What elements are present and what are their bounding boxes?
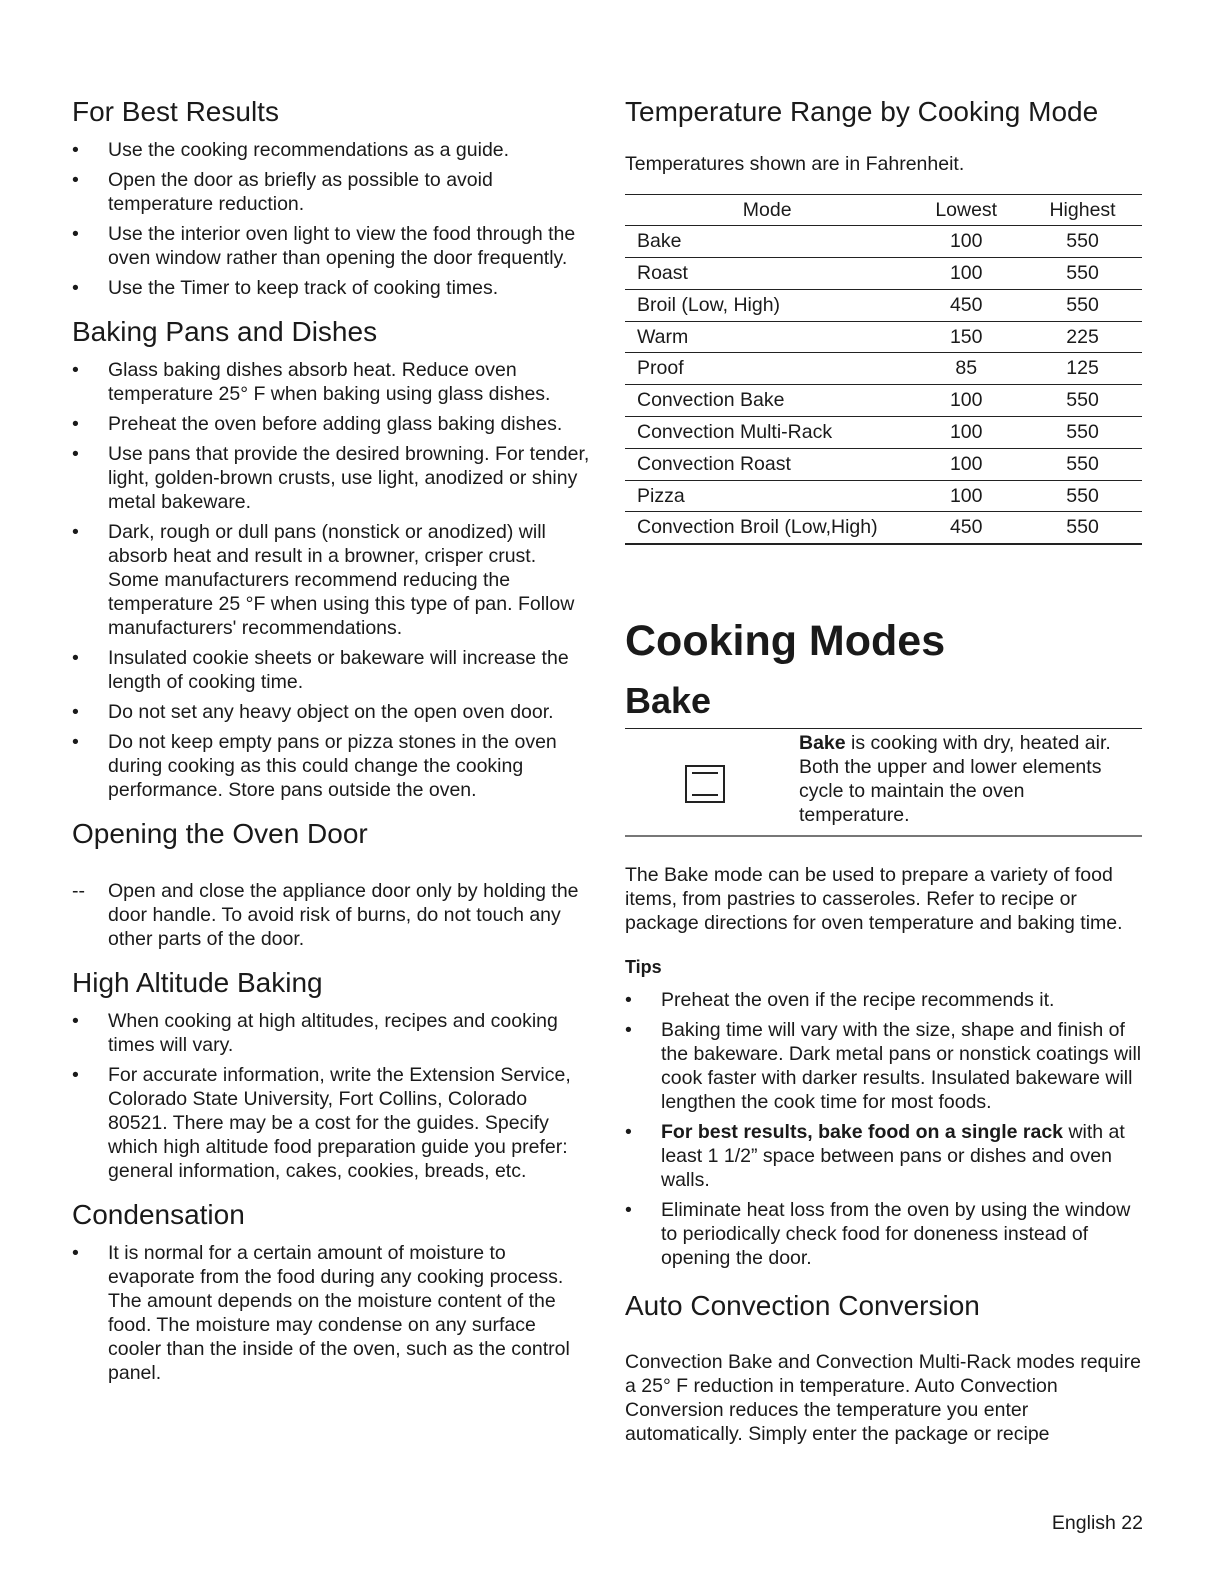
tip-text: Eliminate heat loss from the oven by using the window to periodically check food for doneness instead of opening the door.	[661, 1199, 1131, 1270]
list-item-text: Use the Timer to keep track of cooking times.	[108, 277, 499, 300]
cooking-modes-heading: Cooking Modes	[625, 617, 946, 666]
list-item	[625, 1198, 1145, 1270]
list-item	[72, 442, 592, 514]
list-item	[72, 700, 592, 724]
best-results-list	[72, 138, 592, 300]
cell-mode: Broil (Low, High)	[625, 289, 909, 321]
bake-heading: Bake	[625, 679, 712, 721]
cell-mode: Warm	[625, 321, 909, 353]
bullet-marker: •	[72, 1063, 79, 1086]
list-item-text: Do not set any heavy object on the open oven door.	[108, 701, 554, 724]
bullet-marker: •	[72, 701, 79, 724]
bullet-marker: •	[72, 731, 79, 754]
cell-lowest: 150	[909, 321, 1023, 353]
cell-mode: Convection Roast	[625, 448, 909, 480]
list-item-text: Dark, rough or dull pans (nonstick or anodized) will absorb heat and result in a browner, crisper crust. Some manufacturers recommend reducing the temperature 25 °F when using this type of pan. Follow manufacturers' recommendations.	[108, 521, 575, 640]
table-row	[625, 416, 1142, 448]
bullet-marker: •	[72, 521, 79, 544]
list-item-text: Use pans that provide the desired browning. For tender, light, golden-brown crusts, use light, anodized or shiny metal bakeware.	[108, 443, 590, 514]
cell-lowest: 100	[909, 448, 1023, 480]
cell-highest: 125	[1023, 353, 1142, 385]
tip-text: with at least 1 1/2” space between pans or dishes and oven walls.	[661, 1121, 1125, 1192]
list-item	[72, 520, 592, 640]
list-item	[72, 276, 592, 300]
condensation-list	[72, 1241, 592, 1385]
tip-bold-text: For best results, bake food on a single rack	[661, 1121, 1064, 1144]
cell-mode: Convection Bake	[625, 385, 909, 417]
list-item	[72, 358, 592, 406]
list-item-text: Use the interior oven light to view the food through the oven window rather than opening the door frequently.	[108, 223, 576, 270]
cell-mode: Proof	[625, 353, 909, 385]
list-item	[72, 879, 592, 951]
table-row	[625, 226, 1142, 258]
cell-highest: 550	[1023, 385, 1142, 417]
oven-door-section	[72, 818, 592, 950]
list-item	[72, 1009, 592, 1057]
header-mode: Mode	[625, 195, 909, 226]
best-results-section	[72, 96, 592, 300]
list-item-text: Open the door as briefly as possible to avoid temperature reduction.	[108, 169, 493, 216]
cell-lowest: 100	[909, 257, 1023, 289]
temp-range-note: Temperatures shown are in Fahrenheit.	[625, 153, 965, 176]
bullet-marker: --	[72, 879, 85, 902]
tip-text: Baking time will vary with the size, shape and finish of the bakeware. Dark metal pans or nonstick coatings will cook faster with darker results. Insulated bakeware will lengthen the cook time for most foods.	[661, 1019, 1142, 1114]
list-item-text: When cooking at high altitudes, recipes and cooking times will vary.	[108, 1009, 558, 1056]
bullet-marker: •	[72, 1241, 79, 1264]
bullet-marker: •	[625, 1199, 632, 1222]
bullet-marker: •	[72, 1009, 79, 1032]
cell-highest: 225	[1023, 321, 1142, 353]
temp-range-section	[625, 96, 1145, 545]
list-item	[72, 1241, 592, 1385]
baking-pans-list	[72, 358, 592, 802]
table-row	[625, 321, 1142, 353]
list-item	[625, 988, 1145, 1012]
bullet-marker: •	[72, 169, 79, 192]
baking-pans-heading: Baking Pans and Dishes	[72, 316, 378, 348]
tips-list	[625, 988, 1145, 1270]
cell-mode: Pizza	[625, 480, 909, 512]
cell-lowest: 100	[909, 480, 1023, 512]
cell-highest: 550	[1023, 512, 1142, 544]
table-row	[625, 289, 1142, 321]
bullet-marker: •	[72, 413, 79, 436]
temp-range-table-body	[625, 226, 1142, 544]
auto-convection-section	[625, 1290, 1145, 1446]
cell-highest: 550	[1023, 448, 1142, 480]
bullet-marker: •	[72, 647, 79, 670]
bullet-marker: •	[625, 1019, 632, 1042]
table-row	[625, 257, 1142, 289]
cell-lowest: 450	[909, 289, 1023, 321]
list-item-text: For accurate information, write the Extension Service, Colorado State University, Fort Collins, Colorado 80521. There may be a cost for the guides. Specify which high altitude food preparation guide you prefer: general information, cakes, cookies, breads, etc.	[108, 1063, 571, 1182]
list-item	[72, 412, 592, 436]
list-item-text: Open and close the appliance door only by holding the door handle. To avoid risk of burns, do not touch any other parts of the door.	[108, 879, 579, 950]
tips-heading: Tips	[625, 957, 662, 978]
table-row	[625, 448, 1142, 480]
bake-mode-box	[625, 728, 1142, 837]
cell-highest: 550	[1023, 289, 1142, 321]
oven-door-list	[72, 879, 592, 951]
list-item-text: Insulated cookie sheets or bakeware will increase the length of cooking time.	[108, 647, 569, 694]
cell-lowest: 100	[909, 385, 1023, 417]
list-item	[72, 730, 592, 802]
header-lowest: Lowest	[909, 195, 1023, 226]
left-column	[72, 96, 592, 1401]
bullet-marker: •	[72, 359, 79, 382]
list-item-text: Use the cooking recommendations as a guide.	[108, 139, 510, 162]
bake-intro: The Bake mode can be used to prepare a variety of food items, from pastries to casseroles. Refer to recipe or package directions for oven temperature and baking time.	[625, 864, 1123, 935]
list-item	[625, 1120, 1145, 1192]
high-altitude-heading: High Altitude Baking	[72, 966, 323, 998]
cell-lowest: 100	[909, 416, 1023, 448]
temp-range-table	[625, 194, 1142, 545]
cell-lowest: 100	[909, 226, 1023, 258]
cell-highest: 550	[1023, 480, 1142, 512]
bullet-marker: •	[72, 223, 79, 246]
list-item	[72, 1063, 592, 1183]
cell-lowest: 85	[909, 353, 1023, 385]
table-row	[625, 512, 1142, 544]
cell-highest: 550	[1023, 226, 1142, 258]
baking-pans-section	[72, 316, 592, 802]
header-highest: Highest	[1023, 195, 1142, 226]
page-number: English 22	[1051, 1512, 1143, 1534]
list-item-text: Do not keep empty pans or pizza stones in the oven during cooking as this could change the cooking performance. Store pans outside the oven.	[108, 731, 557, 802]
table-row	[625, 480, 1142, 512]
high-altitude-list	[72, 1009, 592, 1183]
bullet-marker: •	[72, 277, 79, 300]
oven-door-heading: Opening the Oven Door	[72, 818, 368, 850]
list-item	[72, 168, 592, 216]
high-altitude-section	[72, 967, 592, 1183]
bake-desc-text: is cooking with dry, heated air. Both the upper and lower elements cycle to maintain the oven temperature.	[799, 732, 1111, 827]
cell-highest: 550	[1023, 257, 1142, 289]
best-results-heading: For Best Results	[72, 96, 279, 127]
list-item-text: Preheat the oven before adding glass baking dishes.	[108, 413, 563, 436]
list-item	[72, 138, 592, 162]
bullet-marker: •	[625, 1121, 632, 1144]
auto-convection-heading: Auto Convection Conversion	[625, 1290, 980, 1322]
condensation-section	[72, 1199, 592, 1385]
list-item-text: Glass baking dishes absorb heat. Reduce oven temperature 25° F when baking using glass dishes.	[108, 359, 551, 406]
list-item	[72, 646, 592, 694]
right-column	[625, 96, 1145, 1464]
bake-desc-bold: Bake	[799, 732, 846, 755]
temp-range-heading: Temperature Range by Cooking Mode	[625, 96, 1099, 127]
cell-lowest: 450	[909, 512, 1023, 544]
bullet-marker: •	[625, 989, 632, 1012]
table-row	[625, 353, 1142, 385]
bake-section	[625, 681, 1145, 1271]
bake-mode-icon	[685, 765, 725, 803]
bullet-marker: •	[72, 443, 79, 466]
list-item	[625, 1018, 1145, 1114]
bullet-marker: •	[72, 139, 79, 162]
condensation-heading: Condensation	[72, 1198, 245, 1230]
auto-convection-text: Convection Bake and Convection Multi-Rack modes require a 25° F reduction in temperature. Auto Convection Conversion reduces the temperature you enter automatically. Simply enter the package or recipe	[625, 1351, 1141, 1446]
cell-highest: 550	[1023, 416, 1142, 448]
tip-text: Preheat the oven if the recipe recommends it.	[661, 989, 1055, 1012]
list-item-text: It is normal for a certain amount of moisture to evaporate from the food during any cooking process. The amount depends on the moisture content of the food. The moisture may condense on any surface cooler than the inside of the oven, such as the control panel.	[108, 1241, 570, 1384]
table-row	[625, 385, 1142, 417]
cell-mode: Convection Multi-Rack	[625, 416, 909, 448]
cell-mode: Roast	[625, 257, 909, 289]
bake-mode-description	[799, 731, 1119, 827]
cell-mode: Bake	[625, 226, 909, 258]
cell-mode: Convection Broil (Low,High)	[625, 512, 909, 544]
list-item	[72, 222, 592, 270]
table-header-row	[625, 195, 1142, 226]
